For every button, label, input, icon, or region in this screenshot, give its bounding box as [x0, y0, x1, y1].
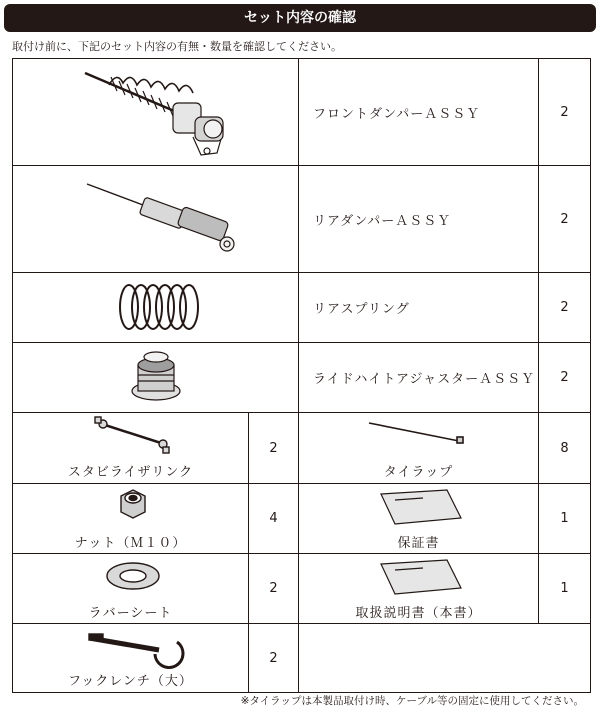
hook-wrench-illustration — [13, 624, 249, 672]
manual-qty: 1 — [539, 554, 591, 624]
rear-spring-image-cell — [13, 273, 299, 343]
stabilizer-link-qty: 2 — [249, 413, 299, 484]
front-damper-illustration — [13, 59, 299, 166]
hook-wrench-name: フックレンチ（大） — [68, 674, 193, 689]
rubber-sheet-qty: 2 — [249, 554, 299, 624]
ride-height-adjuster-image-cell — [13, 343, 299, 413]
nut-name: ナット（Ｍ１０） — [74, 536, 187, 551]
hook-wrench-qty: 2 — [249, 624, 299, 693]
stabilizer-link-cell — [13, 413, 249, 484]
nut-illustration — [13, 484, 249, 534]
intro-text: 取付け前に、下記のセット内容の有無・数量を確認してください。 — [12, 40, 342, 53]
rear-spring-illustration — [13, 273, 299, 343]
contents-table — [12, 58, 591, 693]
ride-height-adjuster-name: ライドハイトアジャスターＡＳＳＹ — [299, 343, 539, 413]
rear-damper-name: リアダンパーＡＳＳＹ — [299, 166, 539, 273]
ride-height-adjuster-qty: 2 — [539, 343, 591, 413]
tie-wrap-name: タイラップ — [383, 465, 454, 480]
rear-spring-qty: 2 — [539, 273, 591, 343]
stabilizer-link-name: スタビライザリンク — [67, 465, 194, 480]
warranty-cell — [299, 484, 539, 554]
nut-cell — [13, 484, 249, 554]
manual-illustration — [299, 554, 539, 604]
footnote: ※タイラップは本製品取付け時、ケーブル等の固定に使用してください。 — [240, 695, 584, 707]
stabilizer-link-illustration — [13, 413, 249, 463]
nut-qty: 4 — [249, 484, 299, 554]
warranty-card-illustration — [299, 484, 539, 534]
tie-wrap-illustration — [299, 413, 539, 463]
manual-name: 取扱説明書（本書） — [355, 606, 482, 621]
tie-wrap-cell — [299, 413, 539, 484]
ride-height-adjuster-illustration — [13, 343, 299, 413]
rear-damper-image-cell — [13, 166, 299, 273]
tie-wrap-qty: 8 — [539, 413, 591, 484]
front-damper-name: フロントダンパーＡＳＳＹ — [299, 59, 539, 166]
rear-spring-name: リアスプリング — [299, 273, 539, 343]
empty-cell — [299, 624, 591, 693]
warranty-qty: 1 — [539, 484, 591, 554]
front-damper-qty: 2 — [539, 59, 591, 166]
hook-wrench-cell — [13, 624, 249, 693]
manual-cell — [299, 554, 539, 624]
rubber-sheet-cell — [13, 554, 249, 624]
rear-damper-qty: 2 — [539, 166, 591, 273]
rubber-sheet-illustration — [13, 554, 249, 604]
section-title: セット内容の確認 — [4, 4, 596, 32]
front-damper-image-cell — [13, 59, 299, 166]
rear-damper-illustration — [13, 166, 299, 273]
warranty-name: 保証書 — [397, 536, 440, 551]
rubber-sheet-name: ラバーシート — [88, 606, 173, 621]
